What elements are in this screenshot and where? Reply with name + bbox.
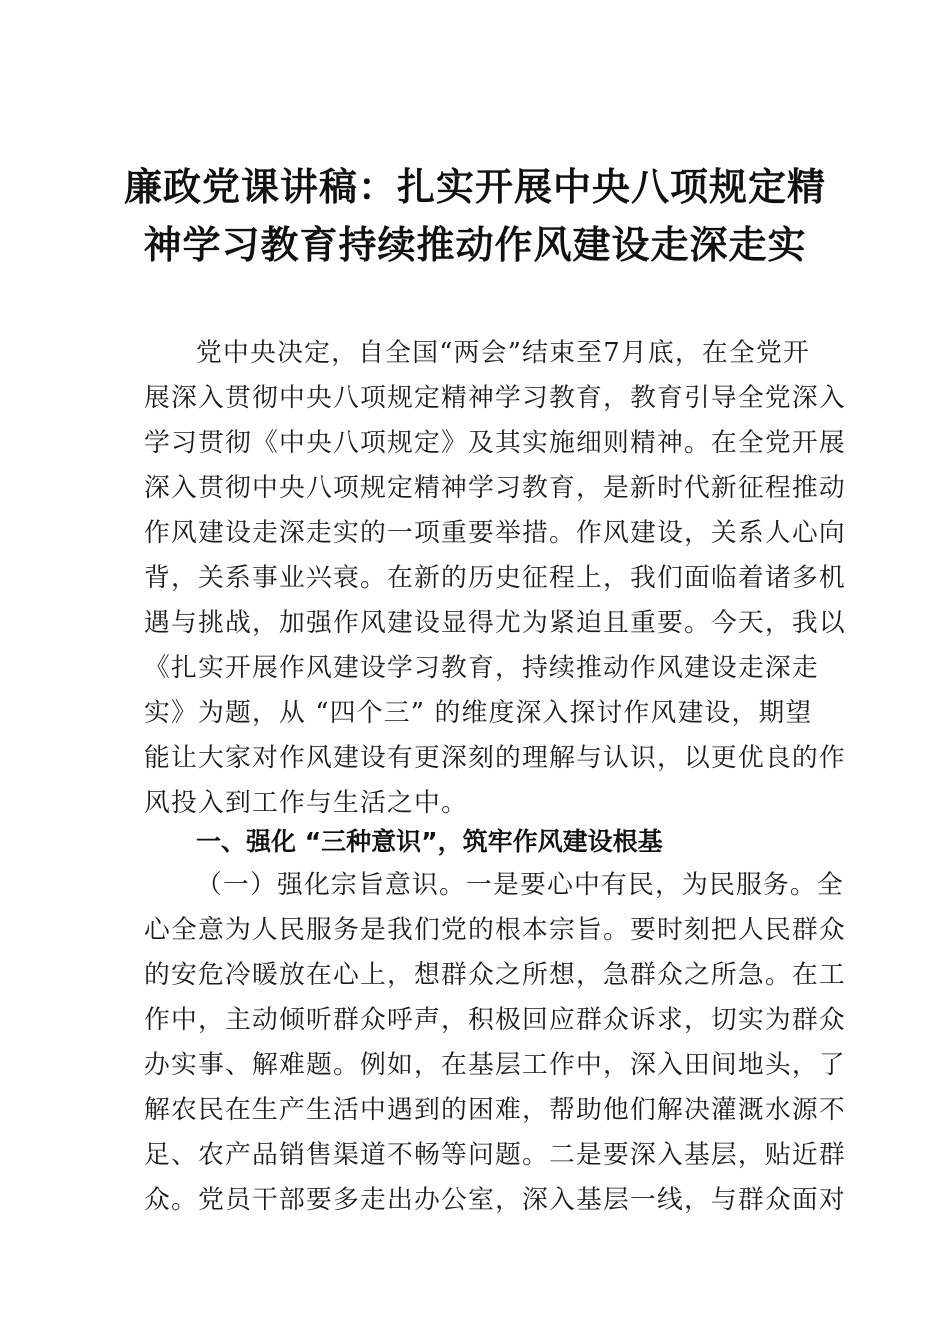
- paragraph-line: 作风建设走深走实的一项重要举措。作风建设，关系人心向: [144, 518, 846, 548]
- paragraph-line: 学习贯彻《中央八项规定》及其实施细则精神。在全党开展: [144, 428, 846, 458]
- paragraph-line: 作中，主动倾听群众呼声，积极回应群众诉求，切实为群众: [144, 1005, 846, 1035]
- paragraph-line: 深入贯彻中央八项规定精神学习教育，是新时代新征程推动: [144, 473, 846, 503]
- paragraph-line: 心全意为人民服务是我们党的根本宗旨。要时刻把人民群众: [144, 915, 846, 945]
- document-title: [100, 158, 850, 274]
- paragraph-line: 众。党员干部要多走出办公室，深入基层一线，与群众面对: [144, 1185, 846, 1215]
- section-heading: 一、强化 “三种意识”，筑牢作风建设根基: [196, 827, 663, 856]
- paragraph-line: 能让大家对作风建设有更深刻的理解与认识，以更优良的作: [144, 743, 846, 773]
- paragraph-line: 《扎实开展作风建设学习教育，持续推动作风建设走深走: [144, 653, 819, 683]
- title-line-1: 廉政党课讲稿：扎实开展中央八项规定精: [123, 165, 826, 209]
- intro-paragraph: [144, 331, 846, 826]
- paragraph-line: （一）强化宗旨意识。一是要心中有民，为民服务。全: [196, 870, 844, 900]
- title-line-2: 神学习教育持续推动作风建设走深走实: [143, 223, 807, 267]
- paragraph-line: 解农民在生产生活中遇到的困难，帮助他们解决灌溉水源不: [144, 1095, 846, 1125]
- paragraph-line: 足、农产品销售渠道不畅等问题。二是要深入基层，贴近群: [144, 1140, 846, 1170]
- paragraph-line: 办实事、解难题。例如，在基层工作中，深入田间地头，了: [144, 1050, 846, 1080]
- paragraph-line: 遇与挑战，加强作风建设显得尤为紧迫且重要。今天，我以: [144, 608, 846, 638]
- section-paragraph: [144, 863, 846, 1223]
- paragraph-line: 实》为题，从 “四个三” 的维度深入探讨作风建设，期望: [144, 698, 813, 728]
- paragraph-line: 的安危冷暖放在心上，想群众之所想，急群众之所急。在工: [144, 960, 846, 990]
- paragraph-line: 背，关系事业兴衰。在新的历史征程上，我们面临着诸多机: [144, 563, 846, 593]
- paragraph-line: 党中央决定，自全国“两会”结束至7月底，在全党开: [196, 338, 810, 368]
- paragraph-line: 展深入贯彻中央八项规定精神学习教育，教育引导全党深入: [144, 383, 846, 413]
- paragraph-line: 风投入到工作与生活之中。: [144, 788, 468, 818]
